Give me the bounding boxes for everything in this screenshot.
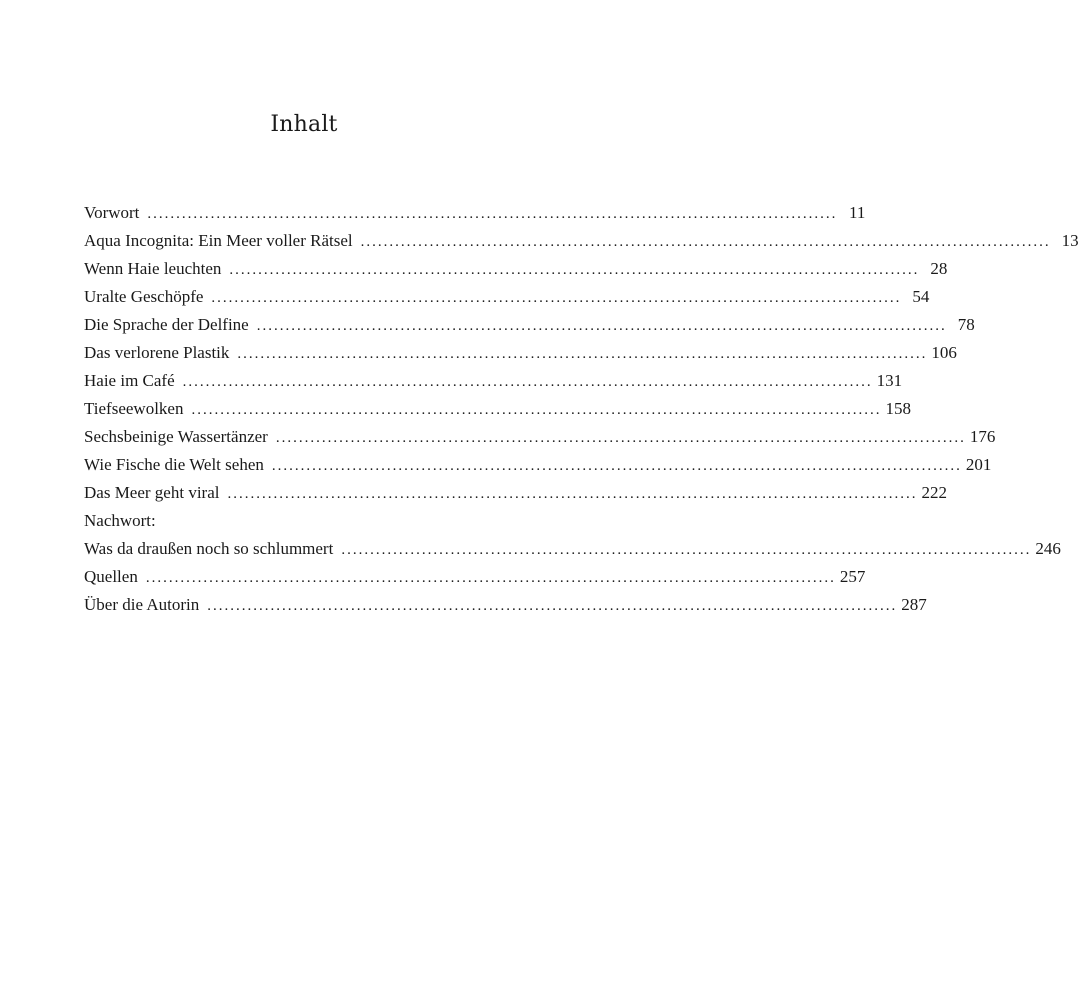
toc-entry — [84, 507, 506, 535]
toc-entry-label: Wie Fische die Welt sehen — [84, 455, 264, 474]
toc-entry-label: Tiefseewolken — [84, 399, 184, 418]
toc-entry — [84, 423, 996, 451]
toc-entry-page: 158 — [885, 399, 911, 418]
toc-dot-leader: ........................................................................................................................ — [341, 542, 1032, 558]
toc-dot-leader: ........................................................................................................................ — [237, 346, 928, 362]
toc-dot-leader: ........................................................................................................................ — [229, 262, 920, 278]
toc-dot-leader: ........................................................................................................................ — [227, 486, 918, 502]
toc-entry-label: Die Sprache der Delfine — [84, 315, 249, 334]
table-of-contents — [84, 199, 1079, 619]
toc-dot-leader: ........................................................................................................................ — [191, 402, 882, 418]
toc-entry — [84, 283, 930, 311]
toc-entry-page: 131 — [876, 371, 903, 390]
toc-entry — [84, 395, 911, 423]
toc-entry — [84, 451, 992, 479]
toc-dot-leader: ........................................................................................................................ — [211, 290, 902, 306]
toc-entry — [84, 535, 1061, 563]
toc-dot-leader: ........................................................................................................................ — [360, 234, 1051, 250]
toc-entry-label: Haie im Café — [84, 371, 175, 390]
toc-entry — [84, 591, 927, 619]
toc-dot-leader: ........................................................................................................................ — [256, 318, 947, 334]
toc-dot-leader: ........................................................................................................................ — [145, 570, 836, 586]
toc-entry-label: Quellen — [84, 567, 138, 586]
toc-entry-page: 246 — [1035, 539, 1061, 558]
toc-entry-label: Was da draußen noch so schlummert — [84, 539, 334, 558]
toc-dot-leader: ........................................................................................................................ — [275, 430, 966, 446]
toc-entry-label: Vorwort — [84, 203, 140, 222]
toc-entry-page: 106 — [931, 343, 957, 362]
toc-entry-page: 28 — [930, 259, 948, 278]
toc-entry — [84, 199, 866, 227]
toc-entry-label: Uralte Geschöpfe — [84, 287, 204, 306]
toc-entry — [84, 255, 948, 283]
toc-entry — [84, 563, 866, 591]
toc-entry — [84, 311, 975, 339]
toc-entry — [84, 367, 903, 395]
toc-entry — [84, 339, 957, 367]
toc-entry-page: 54 — [912, 287, 930, 306]
toc-entry-label: Wenn Haie leuchten — [84, 259, 222, 278]
toc-entry-label: Das verlorene Plastik — [84, 343, 230, 362]
toc-entry-page: 201 — [965, 455, 992, 474]
toc-dot-leader: ........................................................................................................................ — [147, 206, 838, 222]
toc-entry — [84, 227, 1079, 255]
toc-entry-page: 287 — [901, 595, 927, 614]
toc-dot-leader: ........................................................................................................................ — [207, 598, 898, 614]
page-title: Inhalt — [270, 112, 338, 137]
toc-dot-leader: ........................................................................................................................ — [271, 458, 962, 474]
toc-entry-page: 176 — [969, 427, 996, 446]
toc-entry-label: Über die Autorin — [84, 595, 200, 614]
toc-dot-leader: ........................................................................................................................ — [182, 374, 873, 390]
toc-entry-label: Nachwort: — [84, 511, 156, 530]
toc-entry-page: 11 — [849, 203, 866, 222]
toc-entry-label: Sechsbeinige Wassertänzer — [84, 427, 268, 446]
toc-entry-page: 13 — [1061, 231, 1079, 250]
toc-entry-label: Aqua Incognita: Ein Meer voller Rätsel — [84, 231, 353, 250]
toc-entry-page: 257 — [839, 567, 866, 586]
toc-entry-page: 222 — [921, 483, 947, 502]
toc-entry-page: 78 — [957, 315, 975, 334]
toc-entry-label: Das Meer geht viral — [84, 483, 220, 502]
toc-entry — [84, 479, 947, 507]
